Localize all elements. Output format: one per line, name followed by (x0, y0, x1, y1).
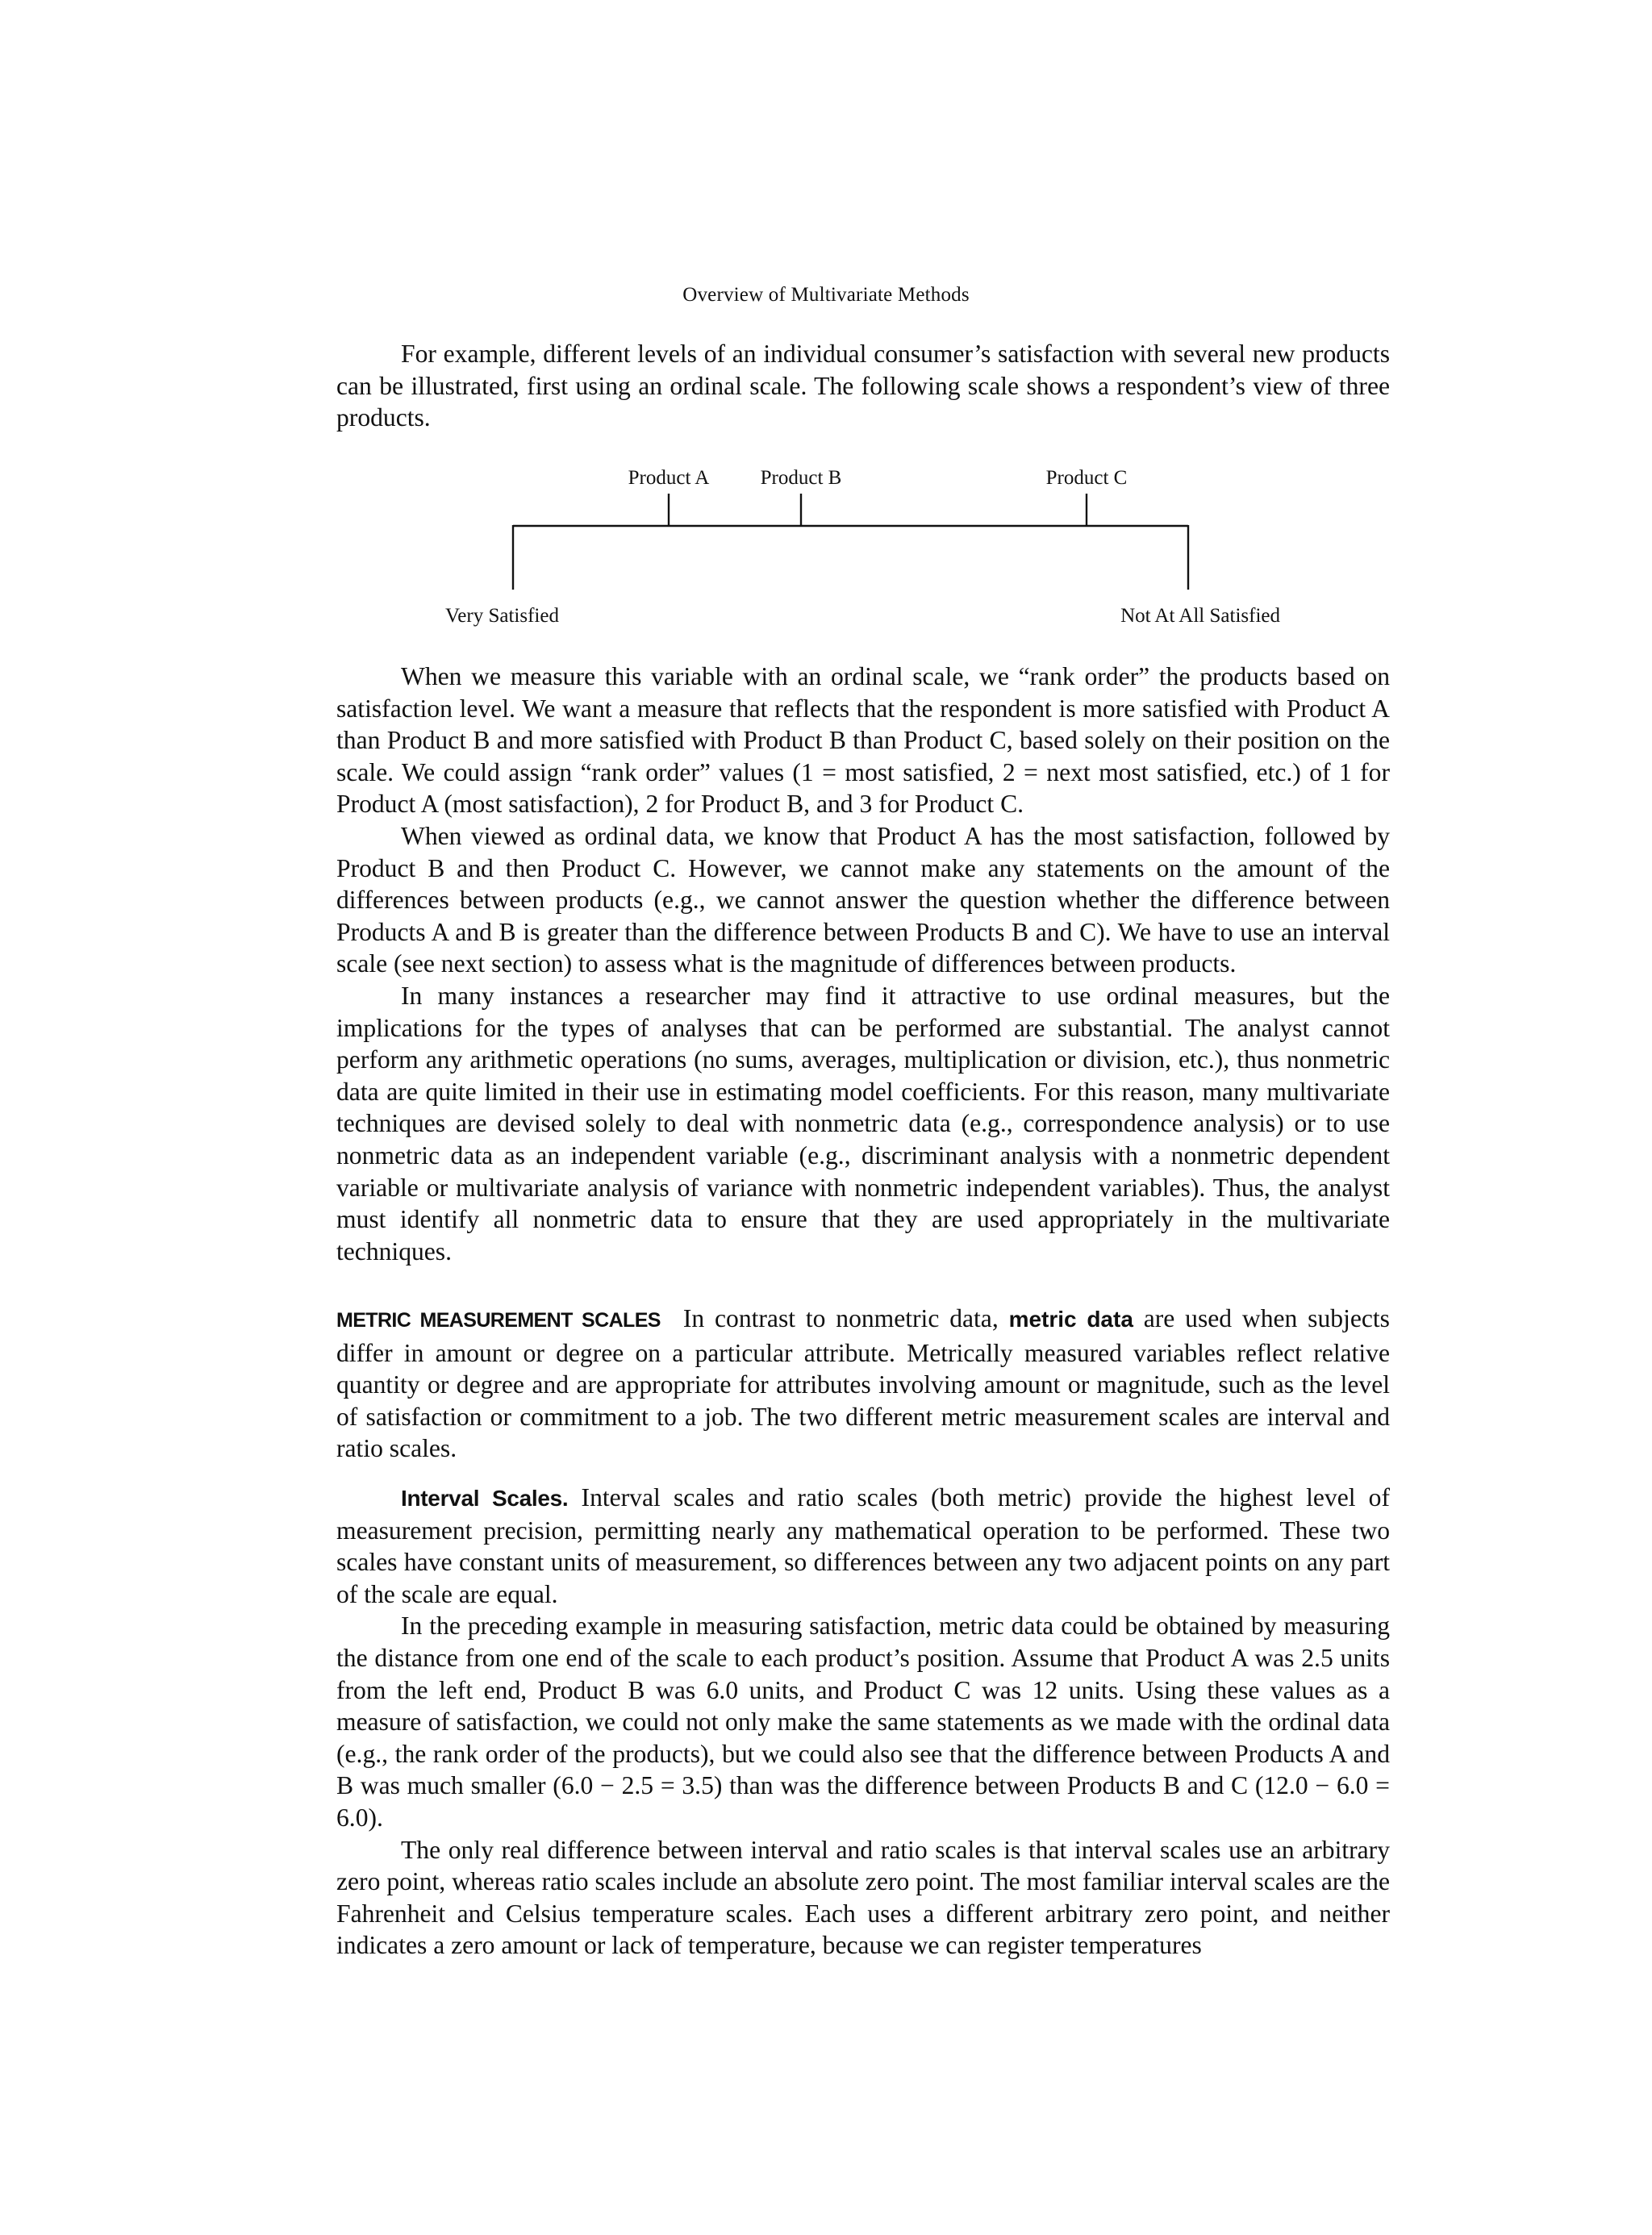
metric-data-term: metric data (1008, 1307, 1133, 1332)
ordinal-paragraph: In many instances a researcher may find it attractive to use ordinal measures, but the implications for the types of analyses that can be performed are substantial. The analyst cannot perform any arithmetic operations (no sums, averages, multiplication or division, etc.), thus nonmetric data are quite limited in their use in estimating model coefficients. For this reason, many multivariate techniques are devised solely to deal with nonmetric data (e.g., correspondence analysis) or to use nonmetric data as an independent variable (e.g., discriminant analysis with a nonmetric dependent variable or multivariate analysis of variance with nonmetric independent variables). Thus, the analyst must identify all nonmetric data to ensure that they are used appropriately in the multivariate techniques. (336, 981, 1390, 1266)
not-at-all-satisfied-label: Not At All Satisfied (1120, 605, 1280, 627)
product-c-label: Product C (1045, 467, 1128, 489)
interval-paragraph: The only real difference between interval and ratio scales is that interval scales use an arbitrary zero point, whereas ratio scales include an absolute zero point. The most familiar interval scales are the Fahrenheit and Celsius temperature scales. Each uses a different arbitrary zero point, and neither indicates a zero amount or lack of temperature, because we can register temperatures (336, 1835, 1390, 1960)
interval-section (336, 1482, 1390, 1962)
running-head: Overview of Multivariate Methods (682, 284, 970, 306)
metric-section-heading: METRIC MEASUREMENT SCALES (336, 1309, 661, 1332)
satisfaction-scale-figure (0, 0, 1652, 645)
interval-paragraph: In the preceding example in measuring satisfaction, metric data could be obtained by measuring the distance from one end of the scale to each product’s position. Assume that Product A was 2.5 units from the left end, Product B was 6.0 units, and Product C was 12 units. Using these values as a measure of satisfaction, we could not only make the same statements as we made with the ordinal data (e.g., the rank order of the products), but we could also see that the difference between Products A and B was much smaller (6.0 − 2.5 = 3.5) than was the difference between Products B and C (12.0 − 6.0 = 6.0). (336, 1612, 1390, 1832)
metric-section (336, 1303, 1390, 1465)
metric-text-before: In contrast to nonmetric data, (682, 1304, 999, 1332)
intro-paragraph: For example, different levels of an individual consumer’s satisfaction with several new products can be illustrated, first using an ordinal scale. The following scale shows a respondent’s view of three products. (336, 340, 1390, 432)
metric-paragraph (336, 1303, 1390, 1465)
product-b-label: Product B (760, 467, 842, 489)
interval-first-paragraph (336, 1482, 1390, 1610)
ordinal-paragraph: When we measure this variable with an ordinal scale, we “rank order” the products based on satisfaction level. We want a measure that reflects that the respondent is more satisfied with Product A than Product B and more satisfied with Product B than Product C, based solely on their position on the scale. We could assign “rank order” values (1 = most satisfied, 2 = next most satisfied, etc.) of 1 for Product A (most satisfaction), 2 for Product B, and 3 for Product C. (336, 662, 1390, 819)
product-a-label: Product A (628, 467, 710, 489)
ordinal-paragraph: When viewed as ordinal data, we know that Product A has the most satisfaction, followed by Product B and then Product C. However, we cannot make any statements on the amount of the differences between products (e.g., we cannot answer the question whether the difference between Products A and B is greater than the difference between Products B and C). We have to use an interval scale (see next section) to assess what is the magnitude of differences between products. (336, 821, 1390, 978)
interval-first-text: Interval scales and ratio scales (both metric) provide the highest level of measurement precision, permitting nearly any mathematical operation to be performed. These two scales have constant units of measurement, so differences between any two adjacent points on any part of the scale are equal. (336, 1483, 1390, 1608)
interval-scales-heading: Interval Scales. (401, 1486, 569, 1511)
metric-text-after: are used when subjects differ in amount or degree on a particular attribute. Metrically measured variables reflect relative quantity or degree and are appropriate for attributes involving amount or magnitude, such as the level of satisfaction or commitment to a job. The two different metric measurement scales are interval and ratio scales. (336, 1304, 1390, 1463)
very-satisfied-label: Very Satisfied (445, 605, 559, 627)
ordinal-discussion (336, 661, 1390, 1267)
